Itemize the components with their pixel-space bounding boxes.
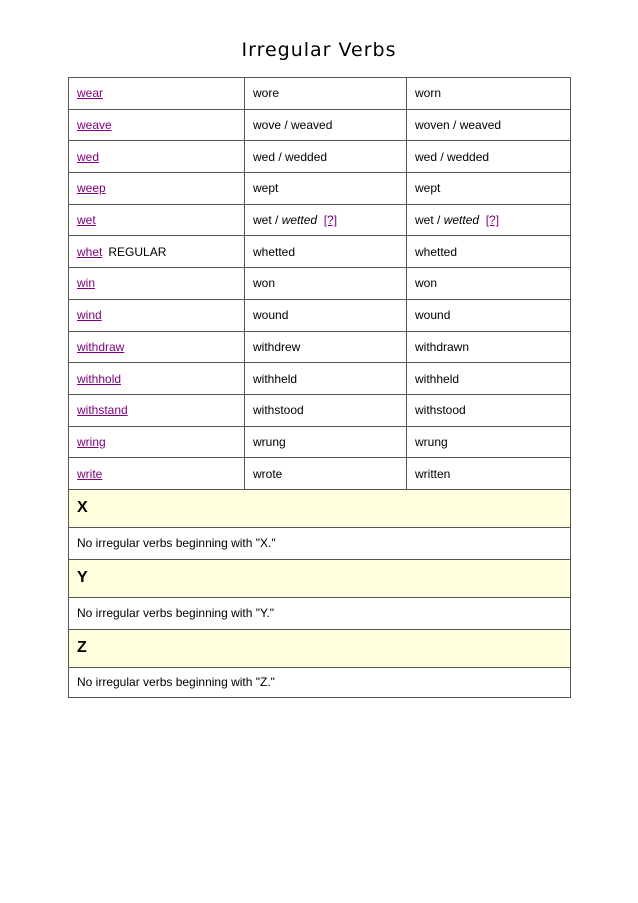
verb-link[interactable]: withdraw [77, 339, 125, 354]
past-participle-cell: won [407, 268, 571, 300]
past-participle-cell: withdrawn [407, 331, 571, 363]
base-form-cell [69, 141, 245, 173]
base-form-cell [69, 173, 245, 205]
past-tense-cell: whetted [245, 236, 407, 268]
base-form-cell [69, 78, 245, 110]
section-note-y [69, 597, 571, 629]
base-form-cell [69, 236, 245, 268]
verb-link[interactable]: wring [77, 434, 106, 449]
verb-link[interactable]: withhold [77, 371, 122, 386]
base-form-cell [69, 426, 245, 458]
past-participle-cell: withheld [407, 363, 571, 395]
verb-link[interactable]: win [77, 276, 96, 291]
past-tense-cell: wrote [245, 458, 407, 490]
past-participle-cell: wound [407, 299, 571, 331]
verb-link[interactable]: weep [77, 181, 106, 196]
base-form-cell [69, 458, 245, 490]
past-tense-cell: wept [245, 173, 407, 205]
past-participle-cell: worn [407, 78, 571, 110]
section-note-z [69, 667, 571, 697]
past-participle-cell: withstood [407, 394, 571, 426]
table-row [69, 78, 571, 110]
past-tense-cell: wrung [245, 426, 407, 458]
past-participle-cell [407, 204, 571, 236]
verb-link[interactable]: wind [77, 308, 102, 323]
base-form-cell [69, 204, 245, 236]
past-tense-cell: withstood [245, 394, 407, 426]
section-letter: Z [69, 629, 571, 667]
table-row [69, 204, 571, 236]
base-form-cell [69, 394, 245, 426]
past-text: wet / [253, 213, 282, 228]
base-form-cell [69, 268, 245, 300]
section-note-text: No irregular verbs beginning with "Y." [69, 597, 571, 629]
section-letter: Y [69, 559, 571, 597]
table-row [69, 394, 571, 426]
base-form-cell [69, 331, 245, 363]
past-tense-cell: wound [245, 299, 407, 331]
past-tense-cell: wove / weaved [245, 109, 407, 141]
regular-tag: REGULAR [108, 244, 167, 259]
table-row [69, 236, 571, 268]
table-row [69, 458, 571, 490]
table-row [69, 363, 571, 395]
past-tense-cell: wed / wedded [245, 141, 407, 173]
past-participle-cell: whetted [407, 236, 571, 268]
verb-link[interactable]: withstand [77, 403, 128, 418]
past-tense-cell: won [245, 268, 407, 300]
verb-link[interactable]: weave [77, 118, 112, 133]
section-letter: X [69, 489, 571, 527]
verb-link[interactable]: wear [77, 86, 104, 101]
base-form-cell [69, 299, 245, 331]
past-participle-cell: wed / wedded [407, 141, 571, 173]
table-row [69, 268, 571, 300]
section-header-x [69, 489, 571, 527]
section-note-text: No irregular verbs beginning with "Z." [69, 667, 571, 697]
base-form-cell [69, 109, 245, 141]
page-title: Irregular Verbs [241, 39, 397, 61]
verb-link[interactable]: wed [77, 149, 100, 164]
past-participle-cell: written [407, 458, 571, 490]
section-header-y [69, 559, 571, 597]
past-tense-cell: withheld [245, 363, 407, 395]
table-row [69, 173, 571, 205]
verb-link[interactable]: wet [77, 213, 96, 228]
section-header-z [69, 629, 571, 667]
table-row [69, 109, 571, 141]
section-note-x [69, 527, 571, 559]
past-tense-cell [245, 204, 407, 236]
past-italic-text: wetted [281, 213, 318, 228]
participle-italic-text: wetted [443, 213, 480, 228]
past-participle-cell: wept [407, 173, 571, 205]
verb-link[interactable]: whet [77, 244, 103, 259]
base-form-cell [69, 363, 245, 395]
table-row [69, 141, 571, 173]
past-participle-cell: wrung [407, 426, 571, 458]
reference-link[interactable]: [?] [485, 213, 500, 228]
reference-link[interactable]: [?] [323, 213, 338, 228]
verb-link[interactable]: write [77, 466, 103, 481]
table-row [69, 426, 571, 458]
verb-table [68, 77, 571, 698]
section-note-text: No irregular verbs beginning with "X." [69, 527, 571, 559]
past-participle-cell: woven / weaved [407, 109, 571, 141]
table-row [69, 331, 571, 363]
past-tense-cell: wore [245, 78, 407, 110]
table-row [69, 299, 571, 331]
past-tense-cell: withdrew [245, 331, 407, 363]
participle-text: wet / [415, 213, 444, 228]
